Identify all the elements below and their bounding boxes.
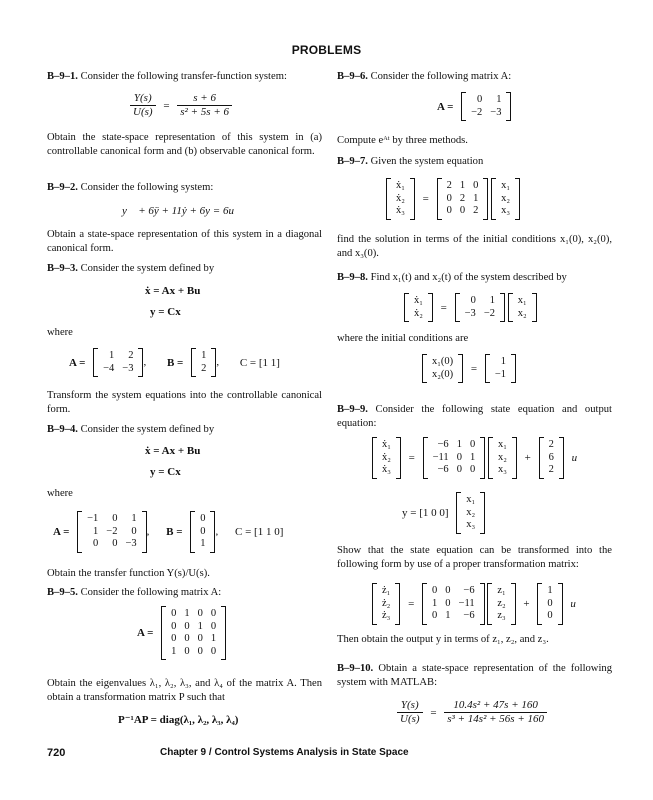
- state-vector: x₁ x₂: [508, 293, 537, 322]
- problem-b9-6: [337, 70, 612, 84]
- problem-b9-5: [47, 586, 322, 600]
- problem-number: B–9–7.: [337, 156, 368, 167]
- problem-text-after: Obtain a state-space representation of this system in a diagonal canonical form.: [47, 229, 322, 254]
- initial-state-vector: x₁(0) x₂(0): [422, 354, 463, 383]
- problem-text: Consider the following matrix A:: [370, 71, 512, 82]
- system-matrix: 0 1 −3 −2: [455, 293, 505, 322]
- matrix-label: B =: [166, 525, 183, 538]
- problem-b9-9: [337, 403, 612, 431]
- matrices-b9-4: A = −1 0 1 1 −2 0 0 0 −3 , B = 0 0 1 , C = [1 1 0]: [48, 511, 288, 553]
- problem-number: B–9–5.: [47, 587, 78, 598]
- problem-b9-8: [337, 271, 612, 285]
- matrix-label: A =: [137, 627, 154, 639]
- problem-text-after: find the solution in terms of the initial conditions x₁(0), x₂(0), and x₃(0).: [337, 234, 612, 259]
- output-equation-b9-9: [397, 492, 485, 534]
- where-label: where: [47, 327, 73, 338]
- matrix-b9-6: [432, 92, 511, 121]
- state-derivative-vector: ẋ₁ ẋ₂: [404, 293, 433, 322]
- problem-number: B–9–6.: [337, 71, 368, 82]
- equation-b9-1: $\frac{Y(s)}{U(s)}$ = $\frac{s + 6}{\text{s² + 5s + 6}}$: [130, 92, 232, 119]
- problem-text: Consider the system defined by: [80, 424, 215, 435]
- transformed-equation: ż₁ ż₂ ż₃ = 0 0 −6 1 0 −11 0 1 −6 z₁ z₂ z₃ + 1 0 0 u: [372, 583, 581, 625]
- frac-den: s² + 5s + 6: [180, 106, 229, 118]
- state-vector: x₁ x₂ x₃: [488, 437, 517, 479]
- problem-b9-3: [47, 262, 322, 276]
- problem-text-after: Obtain the transfer function Y(s)/U(s).: [47, 568, 210, 579]
- output-equation: y = Cx: [150, 466, 181, 478]
- problem-number: B–9–8.: [337, 272, 368, 283]
- system-matrix: −6 1 0 −11 0 1 −6 0 0: [423, 437, 486, 479]
- matrix-A: 1 2 −4 −3: [93, 348, 143, 377]
- problem-number: B–9–3.: [47, 263, 78, 274]
- problem-text: Find x₁(t) and x₂(t) of the system described by: [370, 272, 567, 283]
- where-label: where: [47, 488, 73, 499]
- equation-b9-7: ẋ₁ ẋ₂ ẋ₃ = 2 1 0 0 2 1 0 0 2 x₁ x₂ x₃: [386, 178, 520, 220]
- problem-number: B–9–4.: [47, 424, 78, 435]
- matrix-B: 1 2: [191, 348, 216, 377]
- problem-text: Consider the following transfer-function system:: [80, 71, 287, 82]
- matrix-label: A =: [69, 356, 86, 369]
- matrix-A: 0 1 0 0 0 0 1 0 0 0 0 1 1 0 0 0: [161, 606, 226, 660]
- state-equation-b9-9: ẋ₁ ẋ₂ ẋ₃ = −6 1 0 −11 0 1 −6 0 0 x₁ x₂ x₃ + 2 6 2 u: [372, 437, 582, 479]
- problem-number: B–9–10.: [337, 663, 374, 674]
- problem-text: Given the system equation: [370, 156, 484, 167]
- state-equation: ẋ = Ax + Bu: [145, 285, 201, 297]
- transformed-matrix: 0 0 −6 1 0 −11 0 1 −6: [422, 583, 485, 625]
- problem-text-after: Obtain the state-space representation of this system in (a) controllable canonical form and (b) observable canonical form.: [47, 132, 322, 157]
- frac-num: s + 6: [177, 92, 232, 106]
- state-vector: x₁ x₂ x₃: [491, 178, 520, 220]
- problem-text: Consider the system defined by: [80, 263, 215, 274]
- problem-text-after: Compute eᴬᵗ by three methods.: [337, 135, 468, 146]
- problem-number: B–9–1.: [47, 71, 78, 82]
- frac-den: U(s): [400, 713, 420, 725]
- problem-text: Obtain a state-space representation of the following system with MATLAB:: [337, 663, 612, 688]
- chapter-title: Chapter 9 / Control Systems Analysis in State Space: [160, 747, 409, 758]
- equation-b9-8: ẋ₁ ẋ₂ = 0 1 −3 −2 x₁ x₂: [404, 293, 537, 322]
- problem-text: Consider the following system:: [80, 182, 214, 193]
- frac-num: 10.4s² + 47s + 160: [444, 699, 547, 713]
- input-matrix: 2 6 2: [539, 437, 564, 479]
- problem-b9-4: [47, 423, 322, 437]
- problem-b9-2: [47, 181, 322, 195]
- matrix-A: −1 0 1 1 −2 0 0 0 −3: [77, 511, 147, 553]
- z-derivative-vector: ż₁ ż₂ ż₃: [372, 583, 400, 625]
- output-row: y = [1 0 0]: [402, 506, 449, 519]
- initial-values: 1 −1: [485, 354, 516, 383]
- problem-text-after: Then obtain the output y in terms of z₁, z₂, and z₃.: [337, 634, 549, 645]
- state-vector: x₁ x₂ x₃: [456, 492, 485, 534]
- matrix-label: B =: [166, 356, 184, 369]
- matrix-label: A =: [53, 525, 70, 538]
- output-equation: y = Cx: [150, 306, 181, 318]
- problem-number: B–9–9.: [337, 404, 368, 415]
- page-title: PROBLEMS: [291, 43, 362, 57]
- problem-text-after: Transform the system equations into the controllable canonical form.: [47, 390, 322, 415]
- where-label: where the initial conditions are: [337, 333, 469, 344]
- page-number: 720: [47, 747, 66, 759]
- matrix-C: C = [1 1]: [239, 356, 280, 369]
- diagonalization-equation: P⁻¹AP = diag(λ₁, λ₂, λ₃, λ₄): [118, 714, 239, 726]
- problem-text-after: Obtain the eigenvalues λ₁, λ₂, λ₃, and λ₄ of the matrix A. Then obtain a transformation matrix P such that: [47, 678, 322, 703]
- frac-num: Y(s): [397, 699, 423, 713]
- problem-text: Consider the following matrix A:: [80, 587, 222, 598]
- problem-b9-1: [47, 70, 322, 84]
- problem-b9-10: [337, 662, 612, 690]
- initial-conditions: x₁(0) x₂(0) = 1 −1: [422, 354, 516, 383]
- input-symbol: u: [570, 597, 576, 610]
- matrix-B: 0 0 1: [190, 511, 215, 553]
- frac-den: U(s): [133, 106, 153, 118]
- frac-num: Y(s): [130, 92, 156, 106]
- problem-text: Consider the following state equation and output equation:: [337, 404, 612, 429]
- problem-number: B–9–2.: [47, 182, 78, 193]
- transformed-input: 1 0 0: [537, 583, 562, 625]
- matrix-label: A =: [437, 100, 454, 113]
- state-derivative-vector: ẋ₁ ẋ₂ ẋ₃: [386, 178, 415, 220]
- frac-den: s³ + 14s² + 56s + 160: [447, 713, 544, 725]
- input-symbol: u: [571, 451, 578, 464]
- problem-b9-7: [337, 155, 612, 169]
- matrix-b9-5: [132, 606, 226, 660]
- system-matrix: 2 1 0 0 2 1 0 0 2: [437, 178, 489, 220]
- equation-b9-10: $\frac{Y(s)}{U(s)}$ = $\frac{\text{10.4s² + 47s + 160}}{\text{s³ + 14s² + 56s + 160}}$: [397, 699, 547, 726]
- matrices-b9-3: A = 1 2 −4 −3 , B = 1 2 , C = [1 1]: [64, 348, 285, 377]
- state-equation: ẋ = Ax + Bu: [145, 445, 201, 457]
- equation-b9-2: y⃛ + 6ÿ + 11ẏ + 6y = 6u: [122, 205, 234, 217]
- problem-text-after: Show that the state equation can be transformed into the following form by use of a proper transformation matrix:: [337, 545, 612, 570]
- matrix-C: C = [1 1 0]: [234, 525, 284, 538]
- z-vector: z₁ z₂ z₃: [487, 583, 515, 625]
- state-derivative-vector: ẋ₁ ẋ₂ ẋ₃: [372, 437, 401, 479]
- matrix-A: 0 1 −2 −3: [461, 92, 511, 121]
